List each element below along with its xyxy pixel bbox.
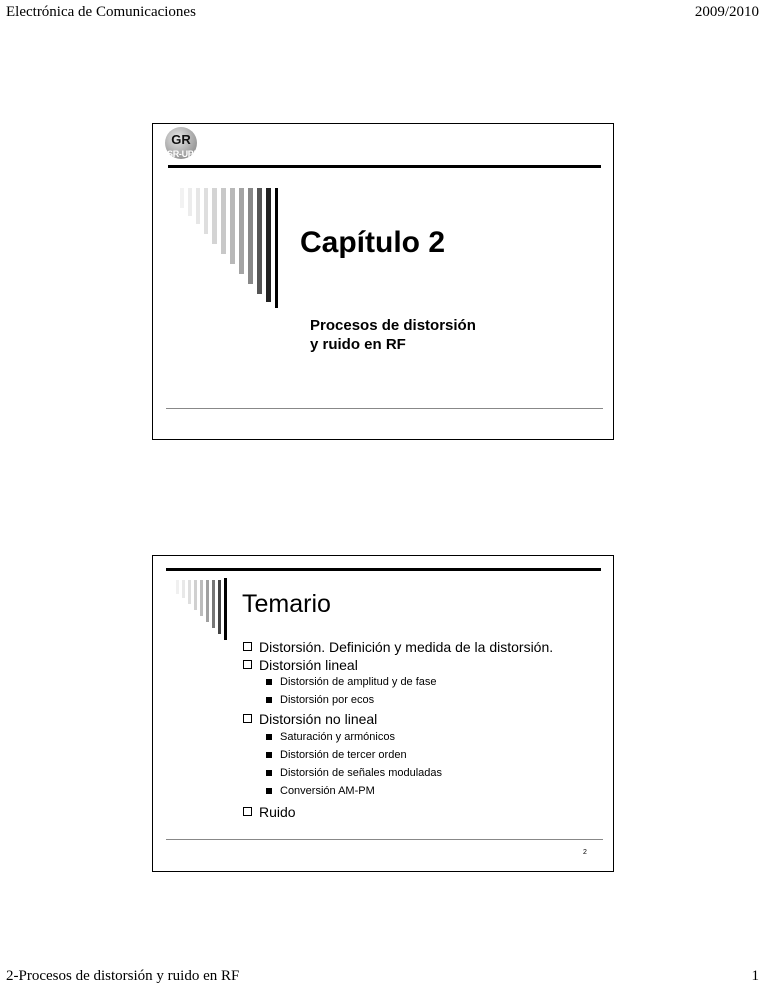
slide-1-title: Capítulo 2 (300, 226, 446, 259)
list-item-label: Distorsión. Definición y medida de la distorsión. (259, 639, 554, 655)
stripe (218, 580, 221, 634)
hollow-square-bullet-icon (243, 807, 252, 816)
stripe (204, 188, 208, 234)
hollow-square-bullet-icon (243, 660, 252, 669)
sub-list-item-label: Distorsión de amplitud y de fase (280, 676, 437, 688)
stripe (275, 188, 278, 308)
subtitle-line-1: Procesos de distorsión (310, 317, 476, 334)
list-item-label: Distorsión no lineal (259, 711, 378, 727)
stripe (196, 188, 200, 224)
stripe (239, 188, 244, 274)
list-item-label: Distorsión lineal (259, 657, 358, 673)
stripe (188, 580, 191, 604)
slide-page-number: 2 (583, 849, 587, 856)
stripe (230, 188, 235, 264)
filled-square-bullet-icon (266, 679, 272, 685)
stripe (224, 578, 227, 640)
logo-gr-text: GR (171, 132, 191, 147)
stripe (221, 188, 226, 254)
slide-2-title: Temario (242, 590, 331, 618)
subtitle-line-2: y ruido en RF (310, 336, 406, 353)
slide-1-subtitle (310, 316, 476, 354)
logo-ssr-text: SSR-UPM (161, 149, 201, 159)
stripe (194, 580, 197, 610)
page-header-left: Electrónica de Comunicaciones (6, 4, 196, 20)
slide-1 (152, 123, 614, 440)
filled-square-bullet-icon (266, 752, 272, 758)
sub-list-item-label: Distorsión de tercer orden (280, 749, 407, 761)
slide-2-bottom-rule (166, 839, 603, 840)
slide-2 (152, 555, 614, 872)
stripe (188, 188, 192, 216)
slide-1-top-rule (168, 165, 601, 168)
filled-square-bullet-icon (266, 734, 272, 740)
filled-square-bullet-icon (266, 697, 272, 703)
stripe (212, 188, 217, 244)
stripe (176, 580, 179, 594)
hollow-square-bullet-icon (243, 642, 252, 651)
stripe (257, 188, 262, 294)
gr-ssr-upm-logo (159, 127, 203, 171)
filled-square-bullet-icon (266, 770, 272, 776)
page-footer-right: 1 (751, 968, 759, 984)
sub-list-item-label: Distorsión por ecos (280, 694, 375, 706)
stripe (200, 580, 203, 616)
stripe (206, 580, 209, 622)
sub-list-item-label: Saturación y armónicos (280, 731, 395, 743)
slide-1-bottom-rule (166, 408, 603, 409)
stripe (248, 188, 253, 284)
sub-list-item-label: Distorsión de señales moduladas (280, 767, 443, 779)
page-header-right: 2009/2010 (694, 4, 759, 20)
filled-square-bullet-icon (266, 788, 272, 794)
page-footer-left: 2-Procesos de distorsión y ruido en RF (6, 968, 240, 984)
sub-list-item-label: Conversión AM-PM (280, 785, 375, 797)
slide-2-top-rule (166, 568, 601, 571)
list-item-label: Ruido (259, 804, 296, 820)
stripe (266, 188, 271, 302)
stripe (182, 580, 185, 598)
stripe (180, 188, 184, 208)
stripe (212, 580, 215, 628)
hollow-square-bullet-icon (243, 714, 252, 723)
